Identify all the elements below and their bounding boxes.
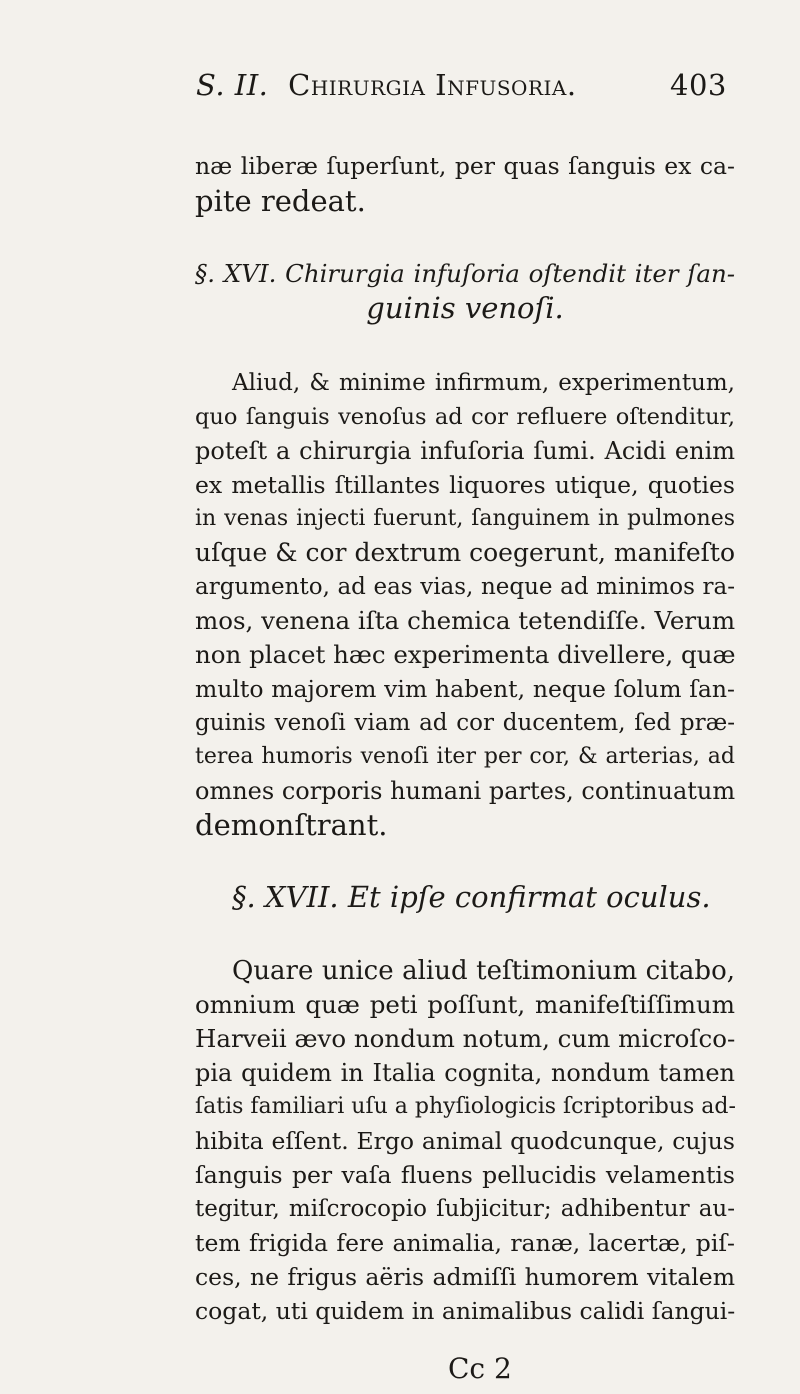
page-number: 403: [670, 68, 727, 102]
text-line: poteſt a chirurgia infuſoria ſumi. Acidi enim: [195, 437, 735, 465]
text-line: cogat, uti quidem in animalibus calidi ſangui-: [195, 1297, 736, 1325]
running-header: [196, 68, 736, 102]
text-line: Quare unice aliud teſtimonium citabo,: [232, 956, 735, 986]
text-line: ces, ne frigus aëris admiſſi humorem vitalem: [195, 1263, 735, 1291]
text-line: argumento, ad eas vias, neque ad minimos ra-: [195, 574, 735, 600]
text-line: næ liberæ ſuperſunt, per quas ſanguis ex ca-: [195, 152, 735, 180]
text-line: demonſtrant.: [195, 808, 388, 842]
header-section: S. II.: [196, 68, 269, 102]
section-heading: §. XVII. Et ipſe confirmat oculus.: [232, 880, 711, 914]
text-line: ſatis familiari uſu a phyſiologicis ſcriptoribus ad-: [195, 1094, 736, 1119]
text-line: omnium quæ peti poſſunt, manifeſtiſſimum: [195, 990, 735, 1019]
text-line: Aliud, & minime infirmum, experimentum,: [232, 370, 735, 396]
header-title: Chirurgia Infusoria.: [288, 68, 577, 102]
text-line: Harveii ævo nondum notum, cum microſco-: [195, 1024, 736, 1053]
text-line: tegitur, miſcrocopio ſubjicitur; adhibentur au-: [195, 1196, 735, 1222]
section-heading: §. XVI. Chirurgia infuſoria oſtendit iter ſan-: [195, 259, 735, 288]
text-line: terea humoris venoſi iter per cor, & arterias, ad: [195, 744, 735, 769]
signature-mark: Cc 2: [448, 1352, 512, 1385]
text-line: ex metallis ſtillantes liquores utique, quoties: [195, 471, 735, 499]
text-line: mos, venena iſta chemica tetendiſſe. Verum: [195, 606, 736, 635]
text-line: pite redeat.: [195, 184, 366, 218]
text-line: hibita eſſent. Ergo animal quodcunque, cujus: [195, 1127, 735, 1155]
text-line: multo majorem vim habent, neque ſolum ſan-: [195, 675, 735, 703]
text-line: omnes corporis humani partes, continuatum: [195, 777, 736, 805]
text-line: ſanguis per vaſa fluens pellucidis velamentis: [195, 1161, 735, 1189]
text-line: non placet hæc experimenta divellere, quæ: [195, 640, 736, 669]
text-line: pia quidem in Italia cognita, nondum tamen: [195, 1059, 735, 1087]
text-line: quo ſanguis venoſus ad cor refluere oſtenditur,: [195, 404, 735, 430]
text-line: tem frigida fere animalia, ranæ, lacertæ, piſ-: [195, 1229, 735, 1257]
text-line: uſque & cor dextrum coegerunt, manifeſto: [195, 538, 735, 567]
text-line: in venas injecti fuerunt, ſanguinem in pulmones: [195, 506, 735, 531]
text-line: guinis venoſi viam ad cor ducentem, ſed præ-: [195, 710, 735, 736]
section-heading: guinis venoſi.: [366, 291, 564, 325]
